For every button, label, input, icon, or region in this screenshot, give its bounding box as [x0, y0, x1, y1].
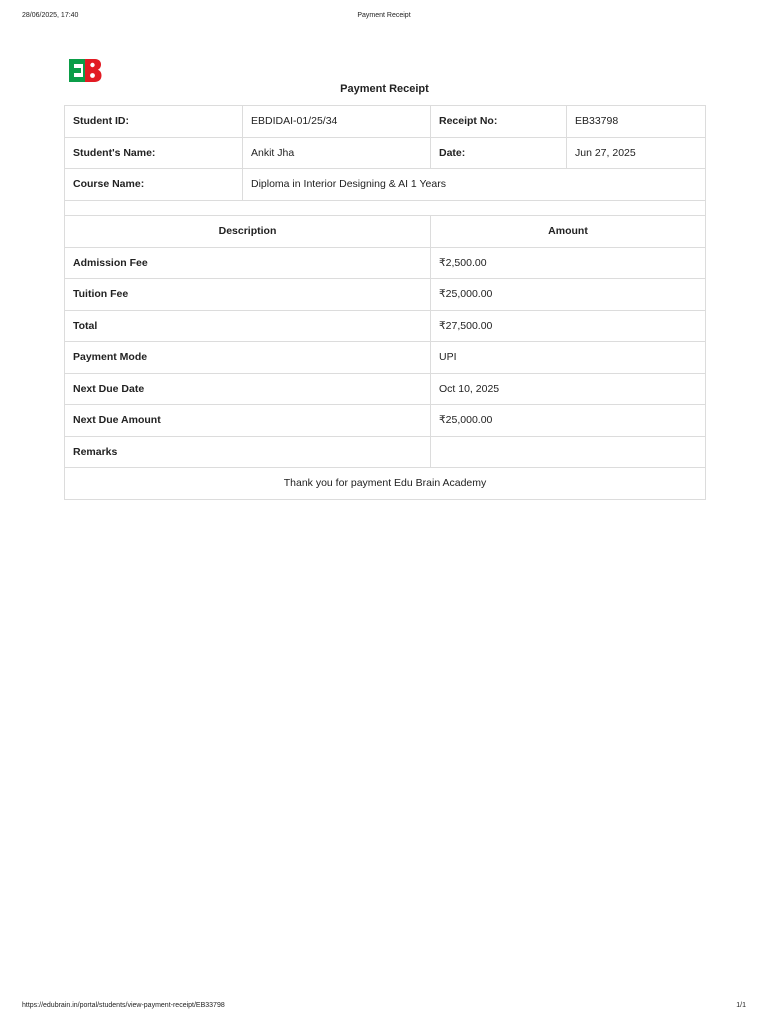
table-row [65, 137, 706, 169]
fee-value: UPI [431, 342, 706, 374]
print-datetime: 28/06/2025, 17:40 [22, 12, 79, 19]
fee-value: Oct 10, 2025 [431, 373, 706, 405]
fee-value: ₹25,000.00 [431, 279, 706, 311]
table-row [65, 405, 706, 437]
table-row [65, 106, 706, 138]
print-header [22, 12, 746, 22]
table-header-row [65, 216, 706, 248]
table-row [65, 169, 706, 201]
student-name-value: Ankit Jha [243, 137, 431, 169]
student-name-label: Student's Name: [65, 137, 243, 169]
fee-label: Tuition Fee [65, 279, 431, 311]
table-row [65, 310, 706, 342]
fee-label: Remarks [65, 436, 431, 468]
receipt-title: Payment Receipt [340, 83, 429, 95]
table-row [65, 247, 706, 279]
thank-you-message: Thank you for payment Edu Brain Academy [65, 468, 706, 500]
table-row [65, 342, 706, 374]
receipt-no-value: EB33798 [567, 106, 706, 138]
fee-label: Next Due Amount [65, 405, 431, 437]
description-header: Description [65, 216, 431, 248]
print-url: https://edubrain.in/portal/students/view-payment-receipt/EB33798 [22, 1002, 225, 1009]
fee-value [431, 436, 706, 468]
course-name-value: Diploma in Interior Designing & AI 1 Years [243, 169, 706, 201]
fee-value: ₹27,500.00 [431, 310, 706, 342]
fee-label: Admission Fee [65, 247, 431, 279]
edu-brain-logo-icon [68, 58, 102, 83]
fee-value: ₹2,500.00 [431, 247, 706, 279]
course-name-label: Course Name: [65, 169, 243, 201]
fee-label: Payment Mode [65, 342, 431, 374]
print-footer [22, 1002, 746, 1012]
fee-value: ₹25,000.00 [431, 405, 706, 437]
amount-header: Amount [431, 216, 706, 248]
table-row [65, 279, 706, 311]
print-page-number: 1/1 [736, 1002, 746, 1009]
receipt-no-label: Receipt No: [431, 106, 567, 138]
table-row [65, 436, 706, 468]
spacer-cell [65, 200, 706, 215]
fees-table [64, 215, 706, 500]
student-info-table [64, 105, 706, 216]
date-label: Date: [431, 137, 567, 169]
print-title: Payment Receipt [357, 12, 411, 19]
fee-label: Next Due Date [65, 373, 431, 405]
fee-label: Total [65, 310, 431, 342]
table-row [65, 373, 706, 405]
thank-you-row [65, 468, 706, 500]
student-id-label: Student ID: [65, 106, 243, 138]
spacer-row [65, 200, 706, 215]
student-id-value: EBDIDAI-01/25/34 [243, 106, 431, 138]
date-value: Jun 27, 2025 [567, 137, 706, 169]
